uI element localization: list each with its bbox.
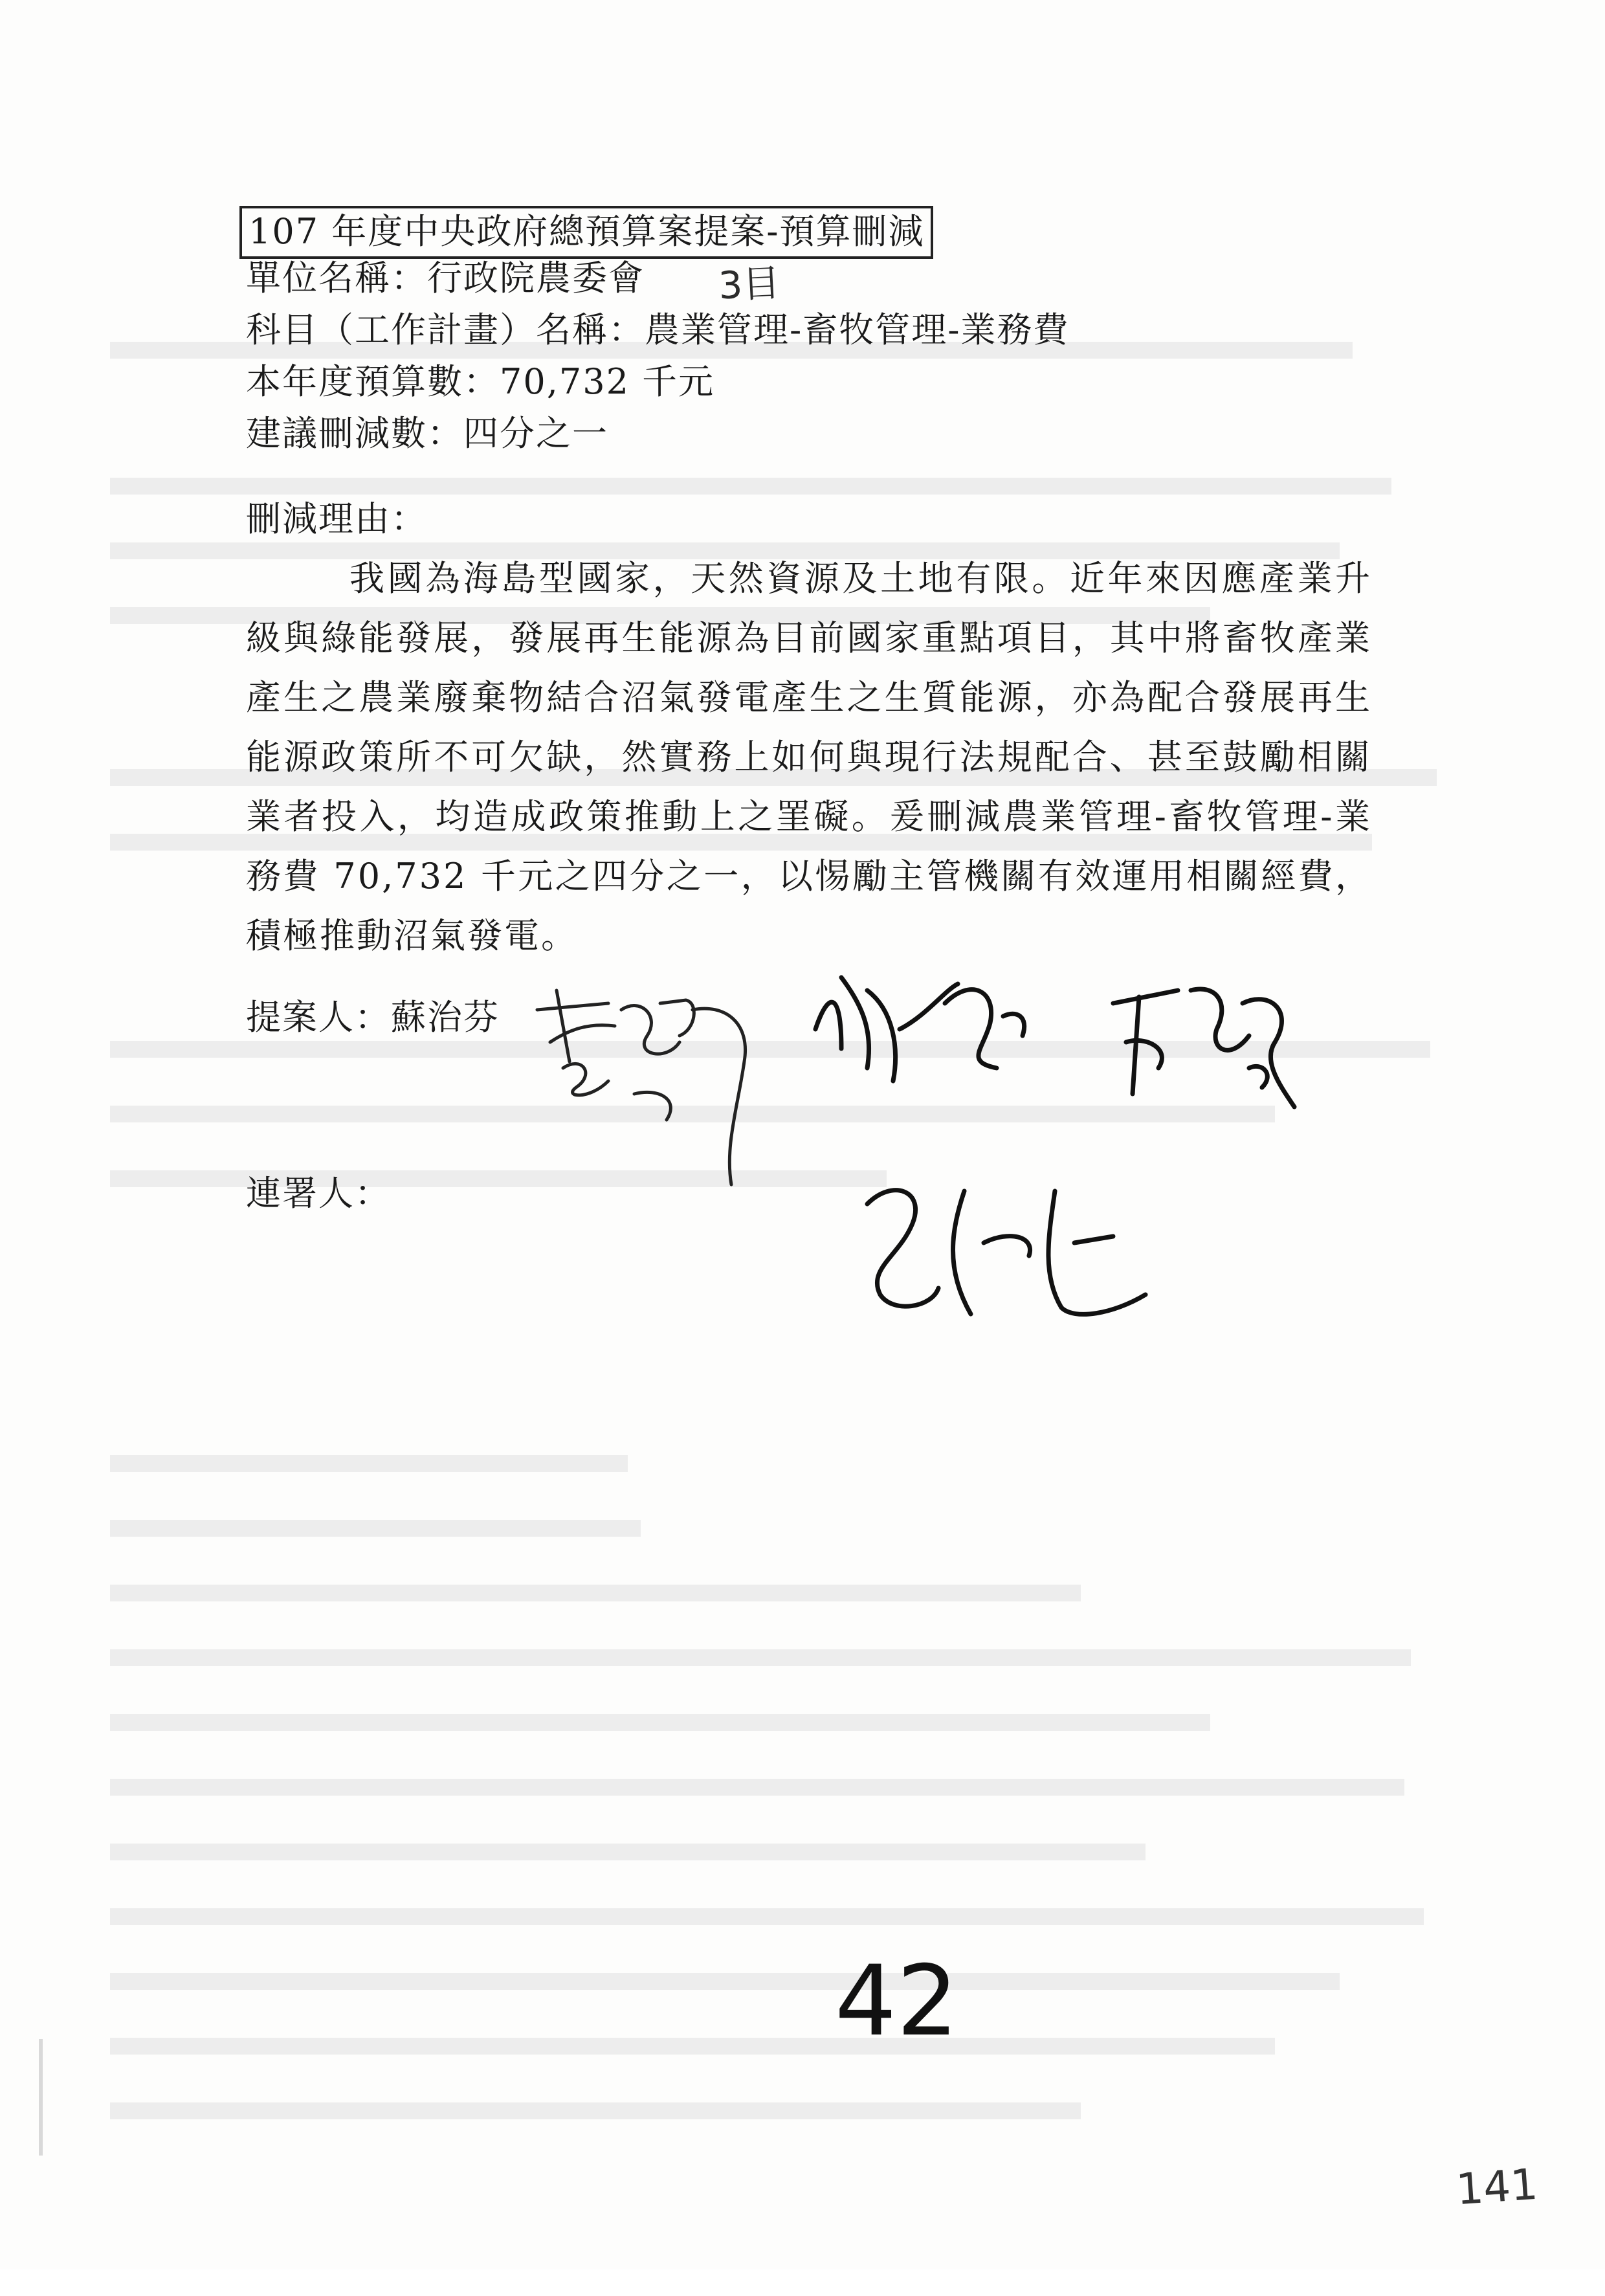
- signature-proposer: [531, 964, 802, 1210]
- budget-line: 本年度預算數：70,732 千元: [246, 361, 715, 402]
- subject-line: 科目（工作計畫）名稱：農業管理-畜牧管理-業務費: [246, 309, 1070, 350]
- cut-line: 建議刪減數：四分之一: [246, 413, 608, 454]
- corner-page-number: 141: [1454, 2159, 1540, 2215]
- signature-cosigner-3: [841, 1165, 1204, 1333]
- proposer-line: 提案人：蘇治芬: [246, 997, 500, 1038]
- handwritten-page-number: 42: [835, 1945, 958, 2058]
- cosigner-line: 連署人：: [246, 1173, 391, 1214]
- document-title: 107 年度中央政府總預算案提案-預算刪減: [239, 206, 933, 259]
- scan-edge-mark: [39, 2039, 43, 2156]
- reason-label: 刪減理由：: [246, 498, 427, 539]
- handwritten-note: 3目: [717, 260, 781, 308]
- signature-cosigner-1: [802, 952, 1100, 1094]
- reason-text: 我國為海島型國家，天然資源及土地有限。近年來因應產業升級與綠能發展，發展再生能源為目前國家重點項目，其中將畜牧產業產生之農業廢棄物結合沼氣發電產生之生質能源，亦為配合發展再生能源政策所不可欠缺，然實務上如何與現行法規配合、甚至鼓勵相關業者投入，均造成政策推動上之罣礙。爰刪減農業管理-畜牧管理-業務費 70,732 千元之四分之一，以惕勵主管機關有效運用相關經費，積極推動沼氣發電。: [246, 558, 1372, 956]
- unit-line: 單位名稱：行政院農委會: [246, 258, 645, 298]
- signature-cosigner-2: [1100, 964, 1314, 1120]
